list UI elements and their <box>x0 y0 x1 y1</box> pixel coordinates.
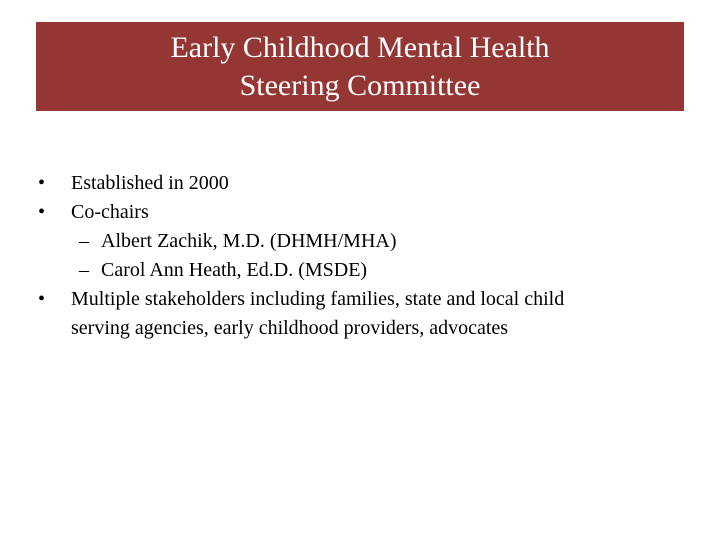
sub-bullet-marker: – <box>79 230 89 252</box>
sub-bullet-text: Carol Ann Heath, Ed.D. (MSDE) <box>101 259 368 281</box>
sub-bullet-marker: – <box>79 259 89 281</box>
bullet-established <box>38 169 698 198</box>
bullet-marker: • <box>38 288 46 310</box>
bullet-text: Established in 2000 <box>71 172 229 194</box>
bullet-marker: • <box>38 201 46 223</box>
sub-bullet-cochair-1 <box>38 227 698 256</box>
slide-title-line-1: Early Childhood Mental Health <box>170 30 550 64</box>
bullet-text: Co-chairs <box>71 201 149 223</box>
bullet-list <box>38 169 698 343</box>
sub-bullet-cochair-2 <box>38 256 698 285</box>
bullet-text-line-1: Multiple stakeholders including families, state and local child <box>71 288 565 310</box>
title-bar <box>36 22 684 111</box>
bullet-cochairs <box>38 198 698 227</box>
bullet-marker: • <box>38 172 46 194</box>
bullet-stakeholders <box>38 285 698 343</box>
sub-bullet-text: Albert Zachik, M.D. (DHMH/MHA) <box>101 230 397 252</box>
slide-title-line-2: Steering Committee <box>239 68 481 102</box>
bullet-text-line-2: serving agencies, early childhood providers, advocates <box>71 317 509 339</box>
